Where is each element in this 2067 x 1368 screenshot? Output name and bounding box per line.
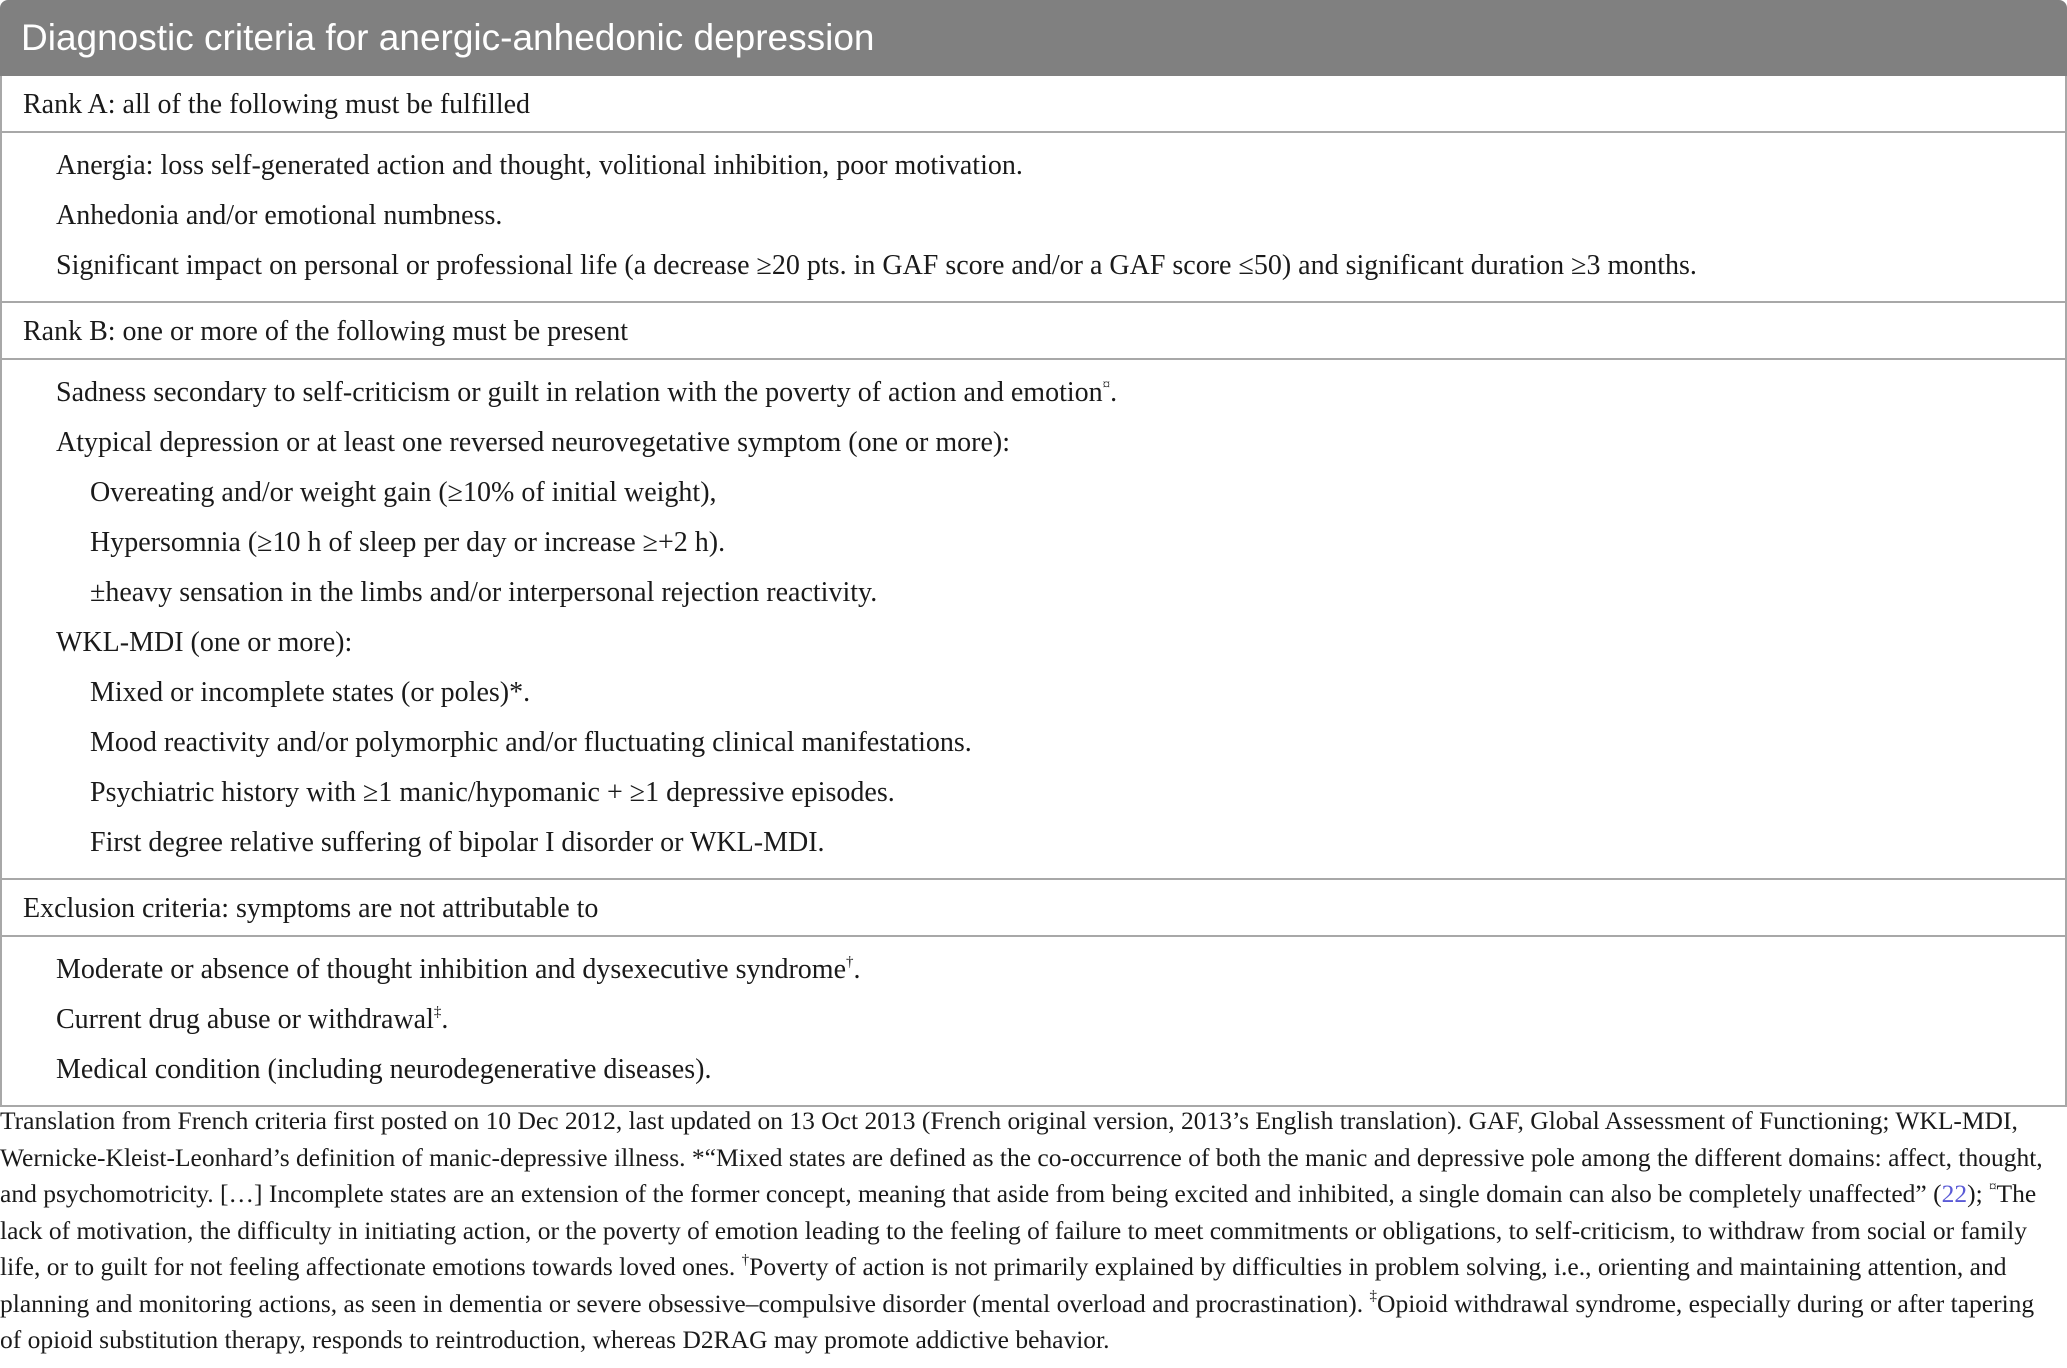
footnote-text: Translation from French criteria first posted on 10 Dec 2012, last updated on 13 Oct 2013 (French original version, 2013’s English translation). GAF, Global Assessment of Functioning; WKL-MDI, Wernicke-Kleist-Leonhard’s definition of manic-depressive illness. *“Mixed states are defined as the co-occurrence of both the manic and depressive pole among the different domains: affect, thought, and psychomotricity. […] Incomplete states are an extension of the former concept, meaning that aside from being excited and inhibited, a single domain can also be completely unaffected” ( [0, 1106, 2043, 1208]
criterion-item: Medical condition (including neurodegenerative diseases). [56, 1054, 712, 1085]
criterion-tail: . [853, 954, 861, 985]
footnote-text: Opioid withdrawal syndrome, especially during or after tapering of opioid substitution therapy, responds to reintroduction, whereas D2RAG may promote addictive behavior. [0, 1288, 2035, 1354]
criterion-item: Significant impact on personal or professional life (a decrease ≥20 pts. in GAF score and/or a GAF score ≤50) and significant duration ≥3 months. [56, 250, 1697, 281]
criterion-item: Anergia: loss self-generated action and thought, volitional inhibition, poor motivation. [56, 150, 1023, 181]
criterion-subitem: First degree relative suffering of bipolar I disorder or WKL-MDI. [90, 827, 825, 858]
section-rank-b [0, 303, 2067, 880]
criterion-item [2, 945, 2065, 995]
footnote-text: Poverty of action is not primarily explained by difficulties in problem solving, i.e., orienting and maintaining attention, and planning and monitoring actions, as seen in dementia or severe obsessive–compulsive disorder (mental overload and procrastination). [0, 1252, 2007, 1318]
criterion-tail: . [441, 1004, 449, 1035]
criterion-item: Anhedonia and/or emotional numbness. [56, 200, 503, 231]
criterion-item: Atypical depression or at least one reversed neurovegetative symptom (one or more): [56, 427, 1011, 458]
criterion-text: Current drug abuse or withdrawal [56, 1004, 434, 1035]
footnote-marker: ¤ [1102, 376, 1111, 393]
criterion-tail: . [1110, 377, 1118, 408]
section-header-rank-b: Rank B: one or more of the following must be present [2, 303, 2065, 360]
section-exclusion [0, 880, 2067, 1107]
criterion-subitem: Overeating and/or weight gain (≥10% of initial weight), [90, 477, 717, 508]
section-header-rank-a: Rank A: all of the following must be fulfilled [2, 76, 2065, 133]
footnote-marker: ‡ [1369, 1288, 1378, 1304]
section-rank-a [0, 76, 2067, 303]
section-header-exclusion: Exclusion criteria: symptoms are not attributable to [2, 880, 2065, 937]
criterion-text: Moderate or absence of thought inhibition and dysexecutive syndrome [56, 954, 847, 985]
footnote-text: The lack of motivation, the difficulty in initiating action, or the poverty of emotion leading to the feeling of failure to meet commitments or obligations, to self-criticism, to withdraw from social or family life, or to guilt for not feeling affectionate emotions towards loved ones. [0, 1179, 2037, 1281]
footnote-paragraph [0, 1103, 2060, 1359]
footnote-marker: † [846, 953, 854, 970]
criterion-text: Sadness secondary to self-criticism or guilt in relation with the poverty of action and emotion [56, 377, 1103, 408]
footnote-marker: ‡ [433, 1003, 442, 1020]
footnote-text: ); [1967, 1179, 1990, 1208]
criterion-subitem: ±heavy sensation in the limbs and/or interpersonal rejection reactivity. [90, 577, 878, 608]
table-footnote [0, 1103, 2060, 1359]
criterion-subitem: Mood reactivity and/or polymorphic and/or fluctuating clinical manifestations. [90, 727, 972, 758]
section-body-exclusion [2, 937, 2065, 1107]
criterion-item [2, 995, 2065, 1045]
criterion-subitem: Hypersomnia (≥10 h of sleep per day or increase ≥+2 h). [90, 527, 726, 558]
section-body-rank-a [2, 133, 2065, 303]
section-body-rank-b [2, 360, 2065, 880]
criterion-item: WKL-MDI (one or more): [56, 627, 353, 658]
criterion-subitem: Psychiatric history with ≥1 manic/hypomanic + ≥1 depressive episodes. [90, 777, 895, 808]
footnote-marker: † [741, 1251, 750, 1268]
criterion-item [2, 368, 2065, 418]
criterion-subitem: Mixed or incomplete states (or poles)*. [90, 677, 531, 708]
footnote-marker: ¤ [1989, 1178, 1997, 1195]
table-title: Diagnostic criteria for anergic-anhedonic depression [0, 0, 2067, 76]
reference-link[interactable]: 22 [1941, 1179, 1968, 1208]
